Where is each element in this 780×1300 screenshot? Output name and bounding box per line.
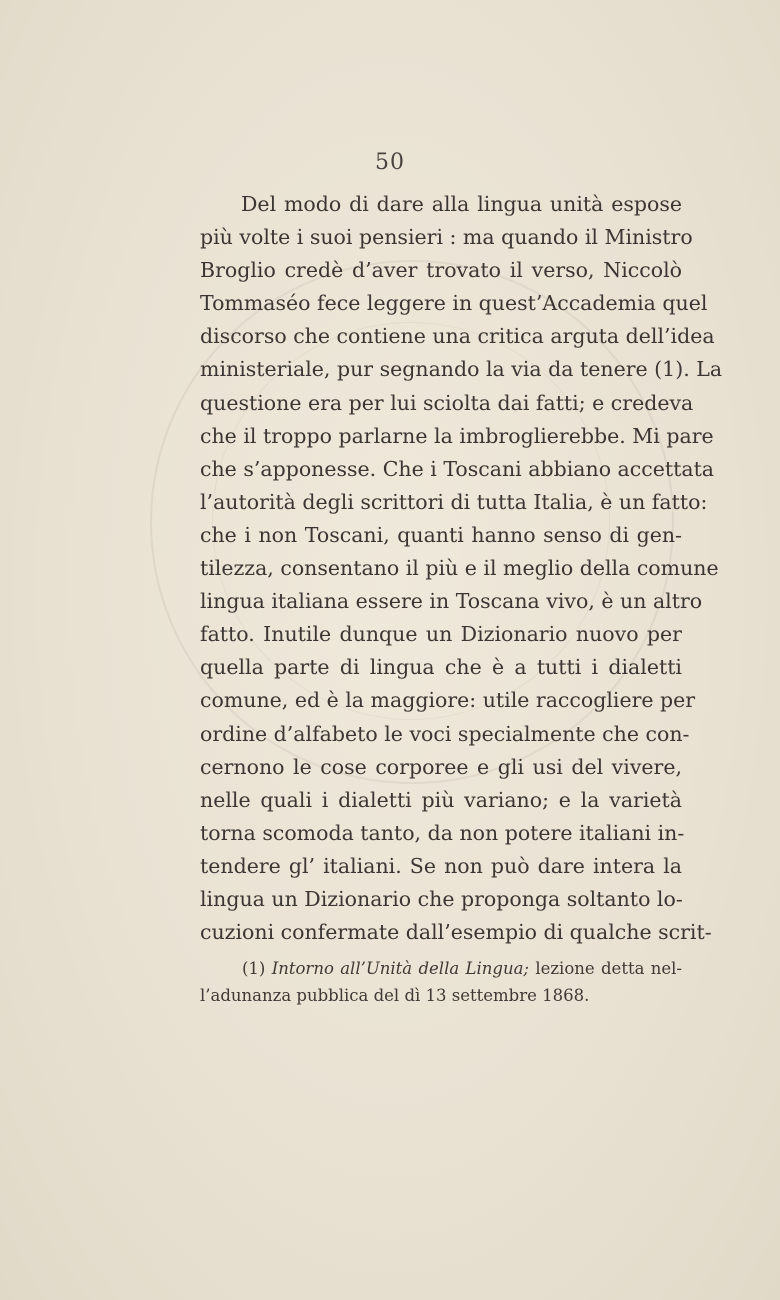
footnote-title: Intorno all’Unità della Lingua; xyxy=(271,959,529,978)
page-number: 50 xyxy=(375,150,405,175)
footnote-text: lezione detta nel- xyxy=(535,959,682,978)
text-line: questione era per lui sciolta dai fatti; e credeva xyxy=(200,390,694,415)
footnote xyxy=(200,955,682,1009)
text-line: cuzioni confermate dall’esempio di qualche scrit- xyxy=(200,920,712,945)
text-line: ministeriale, pur segnando la via da tenere (1). La xyxy=(200,357,723,382)
text-line: più volte i suoi pensieri : ma quando il Ministro xyxy=(200,225,693,250)
text-line: ordine d’alfabeto le voci specialmente che con- xyxy=(200,721,690,746)
text-line: discorso che contiene una critica arguta dell’idea xyxy=(200,324,715,349)
footnote-line xyxy=(200,955,682,982)
text-line: lingua un Dizionario che proponga soltanto lo- xyxy=(200,886,683,911)
text-line: comune, ed è la maggiore: utile raccogliere per xyxy=(200,688,696,713)
text-line: lingua italiana essere in Toscana vivo, è un altro xyxy=(200,589,703,614)
text-line: che i non Toscani, quanti hanno senso di gen- xyxy=(200,522,682,547)
text-line: Tommaséo fece leggere in quest’Accademia quel xyxy=(200,291,708,316)
text-line: quella parte di lingua che è a tutti i dialetti xyxy=(200,655,682,680)
footnote-marker: (1) xyxy=(242,959,266,978)
text-line: l’autorità degli scrittori di tutta Italia, è un fatto: xyxy=(200,489,708,514)
text-line: Broglio credè d’aver trovato il verso, Niccolò xyxy=(200,258,682,283)
text-line: cernono le cose corporee e gli usi del vivere, xyxy=(200,754,682,779)
text-line: torna scomoda tanto, da non potere italiani in- xyxy=(200,820,685,845)
text-line: nelle quali i dialetti più variano; e la varietà xyxy=(200,787,682,812)
body-text xyxy=(200,188,723,949)
text-line: che s’apponesse. Che i Toscani abbiano accettata xyxy=(200,456,715,481)
text-line: tilezza, consentano il più e il meglio della comune xyxy=(200,556,719,581)
footnote-line: l’adunanza pubblica del dì 13 settembre 1868. xyxy=(200,986,590,1005)
text-line: fatto. Inutile dunque un Dizionario nuovo per xyxy=(200,622,682,647)
text-line: Del modo di dare alla lingua unità espose xyxy=(241,192,682,216)
text-line: che il troppo parlarne la imbroglierebbe. Mi pare xyxy=(200,423,714,448)
text-line: tendere gl’ italiani. Se non può dare intera la xyxy=(200,853,682,878)
